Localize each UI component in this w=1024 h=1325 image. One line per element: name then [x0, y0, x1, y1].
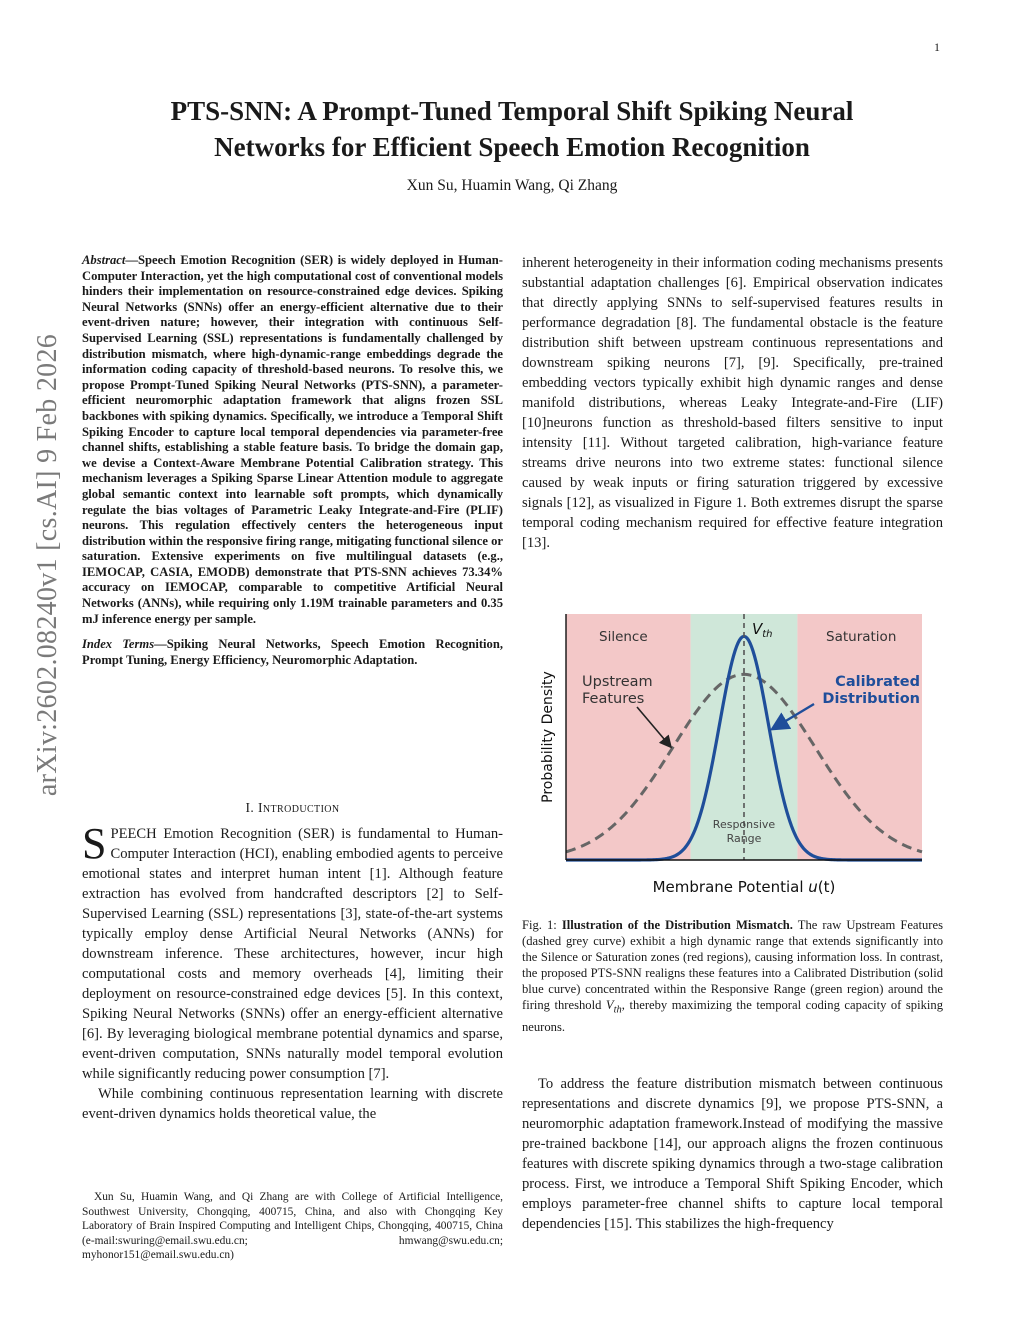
arxiv-identifier: arXiv:2602.08240v1 [cs.AI] 9 Feb 2026: [32, 333, 63, 797]
distribution-chart: [522, 602, 943, 907]
section-number: I.: [245, 800, 255, 815]
index-terms: [82, 637, 503, 668]
abstract-paragraph: [82, 253, 503, 627]
caption-label: Fig. 1:: [522, 918, 557, 932]
intro-paragraph-3-text: To address the feature distribution mismatch between continuous representations and discrete dynamics [9], we propose PTS-SNN, a neuromorphic adaptation framework.Instead of modifying the massive pre-trained backbone [14], our approach aligns the frozen continuous features with discrete spiking dynamics through a two-stage calibration process. First, we introduce a Temporal Shift Spiking Encoder, which employs parameter-free channel shifts to capture local temporal dependencies [15]. This stabilizes the high-frequency: [522, 1076, 943, 1232]
intro-paragraph-2-cont-text: inherent heterogeneity in their information coding mechanisms presents substantial adaptation challenges [6]. Empirical observation indicates that directly applying SNNs to self-supervised features results in performance degradation [8]. The fundamental obstacle is the feature distribution shift between upstream continuous representations and downstream spiking neurons [7], [9]. Specifically, pre-trained embedding vectors typically exhibit high dynamic ranges and dense manifold distributions, whereas Leaky Integrate-and-Fire (LIF) [10]neurons function as threshold-based filters sensitive to input intensity [11]. Without targeted calibration, high-variance feature streams drive neurons into two extreme states: functional silence caused by weak inputs or firing saturation triggered by excessive signals [12], as visualized in Figure 1. Both extremes disrupt the sparse temporal coding mechanism required for effective feature integration [13].: [522, 255, 943, 551]
caption-paragraph: [522, 917, 943, 1035]
caption-bold-title: Illustration of the Distribution Mismatch.: [561, 918, 793, 932]
caption-math-v: V: [605, 998, 614, 1012]
introduction-body: [82, 819, 503, 1124]
caption-text-b: , thereby maximizing the temporal coding capacity of spiking neurons.: [522, 998, 943, 1034]
intro-first-word: PEECH: [110, 826, 157, 842]
region-saturation: [797, 614, 922, 860]
footnote-text: Xun Su, Huamin Wang, and Qi Zhang are with College of Artificial Intelligence, Southwest University, Chongqing, 400715, China, and also with Chongqing Key Laboratory of Brain Inspired Computing and Intelligent Chips, Chongqing, 400715, China (e-mail:swuring@email.swu.edu.cn; hmwang@swu.edu.cn; myhonor151@email.swu.edu.cn): [82, 1191, 503, 1261]
calibrated-label-line-1: Calibrated: [835, 674, 920, 690]
intro-paragraph-2: While combining continuous representation learning with discrete event-driven dynamics holds theoretical value, the: [82, 1086, 503, 1122]
upstream-label-line-2: Features: [582, 691, 645, 707]
figure-1: [522, 602, 943, 907]
abstract-label: Abstract: [82, 253, 126, 267]
responsive-label-line-2: Range: [726, 832, 762, 845]
region-silence: [566, 614, 691, 860]
author-list: Xun Su, Huamin Wang, Qi Zhang: [406, 177, 618, 194]
intro-paragraph-3: [522, 1074, 943, 1234]
page-number: 1: [934, 40, 940, 54]
y-axis-label: Probability Density: [540, 671, 556, 803]
figure-1-caption: [522, 917, 943, 1035]
saturation-label: Saturation: [826, 629, 897, 645]
index-terms-text: —Spiking Neural Networks, Speech Emotion Recognition, Prompt Tuning, Energy Efficiency, Neuromorphic Adaptation.: [82, 637, 503, 667]
drop-cap: S: [82, 819, 107, 868]
caption-math-sub: th: [613, 1004, 622, 1016]
x-axis-label: Membrane Potential u(t): [652, 878, 836, 896]
abstract: [82, 253, 503, 668]
affiliation-footnote: [82, 1190, 503, 1263]
intro-paragraph-1-text: Emotion Recognition (SER) is fundamental to Human-Computer Interaction (HCI), enabling embodied agents to perceive emotional states and interpret human intent [1]. Although feature extraction has evolved from handcrafted descriptors [2] to Self-Supervised Learning (SSL) representations [3], state-of-the-art systems typically employ dense Artificial Neural Networks (ANNs) for downstream inference. These architectures, however, incur high computational costs and memory overheads [4], limiting their deployment on resource-constrained edge devices [5]. In this context, Spiking Neural Networks (SNNs) offer an energy-efficient alternative [6]. By leveraging biological membrane potential dynamics and sparse, event-driven computation, SNNs naturally model temporal evolution while significantly reducing power consumption [7].: [82, 826, 503, 1082]
title-line-1: PTS-SNN: A Prompt-Tuned Temporal Shift Spiking Neural: [170, 96, 854, 126]
intro-paragraph-1: [82, 819, 503, 1084]
threshold-label: $V_{th}$: [752, 620, 773, 640]
upstream-label-line-1: Upstream: [582, 674, 653, 690]
section-heading-introduction: [82, 800, 503, 816]
intro-paragraph-2-continued: [522, 253, 943, 553]
section-title: Introduction: [258, 800, 340, 815]
abstract-text: —Speech Emotion Recognition (SER) is widely deployed in Human-Computer Interaction, yet the high computational cost of conventional models hinders their implementation on resource-constrained edge devices. Spiking Neural Networks (SNNs) offer an energy-efficient alternative due to their event-driven nature; however, their integration with continuous Self-Supervised Learning (SSL) representations is fundamentally challenged by distribution mismatch, where high-dynamic-range embeddings degrade the information coding capacity of threshold-based neurons. To resolve this, we propose Prompt-Tuned Spiking Neural Networks (PTS-SNN), a parameter-efficient neuromorphic adaptation framework that aligns frozen SSL backbones with spiking dynamics. Specifically, we introduce a Temporal Shift Spiking Encoder to capture local temporal dependencies via parameter-free channel shifts, establishing a stable feature basis. To bridge the domain gap, we devise a Context-Aware Membrane Potential Calibration strategy. This mechanism leverages a Spiking Sparse Linear Attention module to aggregate global semantic context into learnable soft prompts, which dynamically regulate the bias voltages of Parametric Leaky Integrate-and-Fire (PLIF) neurons. This regulation effectively centers the heterogeneous input distribution within the responsive firing range, mitigating functional silence or saturation. Extensive experiments on five multilingual datasets (e.g., IEMOCAP, CASIA, EMODB) demonstrate that PTS-SNN achieves 73.34% accuracy on IEMOCAP, comparable to competitive Artificial Neural Networks (ANNs), while requiring only 1.19M trainable parameters and 0.35 mJ inference energy per sample.: [82, 253, 503, 626]
calibrated-label-line-2: Distribution: [822, 691, 920, 707]
responsive-label-line-1: Responsive: [712, 818, 776, 831]
title-line-2: Networks for Efficient Speech Emotion Recognition: [214, 132, 810, 162]
silence-label: Silence: [599, 629, 648, 645]
paper-title: [70, 93, 954, 165]
index-terms-label: Index Terms: [82, 637, 155, 652]
caption-text-a: The raw Upstream Features (dashed grey curve) exhibit a high dynamic range that extends significantly into the Silence or Saturation zones (red regions), causing information loss. In contrast, the proposed PTS-SNN realigns these features into a Calibrated Distribution (solid blue curve) concentrated within the Responsive Range (green region) around the firing threshold: [522, 918, 943, 1012]
